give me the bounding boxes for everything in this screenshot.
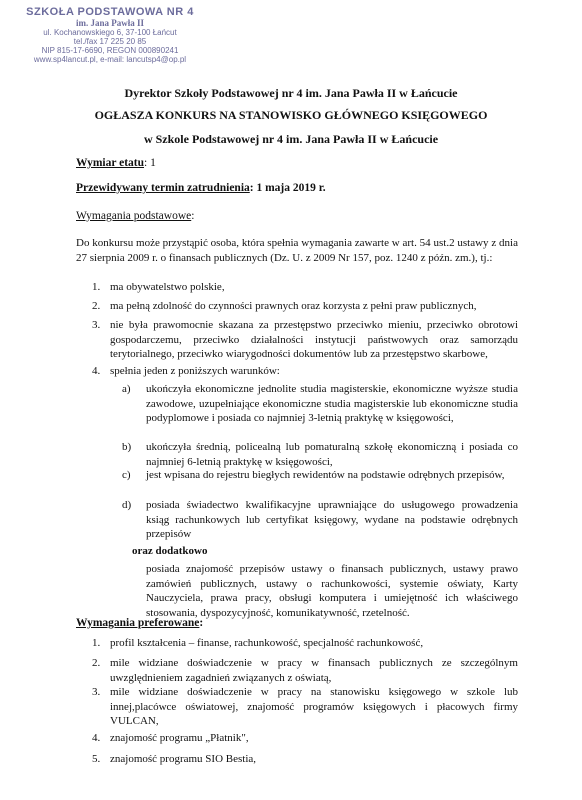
extra-heading: oraz dodatkowo xyxy=(132,545,208,557)
preferred-item-number: 4. xyxy=(92,732,101,744)
preferred-item-number: 1. xyxy=(92,637,101,649)
subitem: ukończyła średnią, policealną lub pomaturalną szkołę ekonomiczną i posiada co najmniej 6-letnią praktykę w księgowości, xyxy=(146,441,518,468)
subitem-letter: c) xyxy=(122,469,131,481)
preferred-heading-line xyxy=(76,616,203,630)
termin-label: Przewidywany termin zatrudnienia xyxy=(76,182,250,194)
subitem: jest wpisana do rejestru biegłych rewidentów na podstawie odrębnych przepisów, xyxy=(146,469,505,481)
termin-line xyxy=(76,181,326,195)
stamp-school-name: SZKOŁA PODSTAWOWA NR 4 xyxy=(26,6,194,18)
basic-heading-colon: : xyxy=(191,210,195,222)
basic-item: nie była prawomocnie skazana za przestępstwo przeciwko mieniu, przeciwko obrotowi gospodarczemu, przeciwko działalności instytucji państwowych oraz samorządu terytorialnego, przeciwko wiarygodności dokumentów lub za przestępstwo skarbowe, xyxy=(110,319,518,360)
stamp-address: ul. Kochanowskiego 6, 37-100 Łańcut xyxy=(43,28,177,37)
basic-heading-line xyxy=(76,209,194,223)
subitem: posiada świadectwo kwalifikacyjne uprawniające do usługowego prowadzenia ksiąg rachunkowych lub certyfikat księgowy, wydane na podstawie odrębnych przepisów xyxy=(146,499,518,540)
stamp-ids: NIP 815-17-6690, REGON 000890241 xyxy=(41,46,179,55)
basic-item: ma pełną zdolność do czynności prawnych oraz korzysta z pełni praw publicznych, xyxy=(110,300,477,312)
header-announcement: OGŁASZA KONKURS NA STANOWISKO GŁÓWNEGO KSIĘGOWEGO xyxy=(94,108,488,122)
basic-item-number: 2. xyxy=(92,300,101,312)
etat-label: Wymiar etatu xyxy=(76,157,145,169)
basic-heading: Wymagania podstawowe xyxy=(76,210,192,222)
basic-intro: Do konkursu może przystąpić osoba, która spełnia wymagania zawarte w art. 54 ust.2 ustawy z dnia 27 sierpnia 2009 r. o finansach publicznych (Dz. U. z 2009 Nr 157, poz. 1240 z późn. zm.), tj.: xyxy=(76,237,518,264)
basic-item-number: 1. xyxy=(92,281,101,293)
preferred-heading: Wymagania preferowane xyxy=(76,617,200,629)
preferred-item: znajomość programu „Płatnik", xyxy=(110,732,249,744)
basic-item: spełnia jeden z poniższych warunków: xyxy=(110,365,280,377)
basic-item-number: 4. xyxy=(92,365,101,377)
preferred-item: mile widziane doświadczenie w pracy w finansach publicznych ze szczególnym uwzględnieniem zagadnień związanych z oświatą, xyxy=(110,657,518,684)
header-director: Dyrektor Szkoły Podstawowej nr 4 im. Jana Pawła II w Łańcucie xyxy=(124,86,458,100)
basic-item: ma obywatelstwo polskie, xyxy=(110,281,225,293)
header-school: w Szkole Podstawowej nr 4 im. Jana Pawła II w Łańcucie xyxy=(143,132,439,146)
preferred-item-number: 3. xyxy=(92,686,101,698)
preferred-item-number: 2. xyxy=(92,657,101,669)
preferred-item: profil kształcenia – finanse, rachunkowość, specjalność rachunkowość, xyxy=(110,637,424,649)
subitem-letter: d) xyxy=(122,499,132,511)
stamp-web: www.sp4lancut.pl, e-mail: lancutsp4@op.pl xyxy=(33,55,187,64)
subitem-letter: a) xyxy=(122,383,131,395)
etat-value: : 1 xyxy=(144,157,156,169)
preferred-item-number: 5. xyxy=(92,753,101,765)
school-stamp xyxy=(18,6,202,64)
preferred-item: mile widziane doświadczenie w pracy na stanowisku księgowego w szkole lub innej,placówce oświatowej, znajomość programów księgowych i płacowych firmy VULCAN, xyxy=(110,686,518,727)
subitem: ukończyła ekonomiczne jednolite studia magisterskie, ekonomiczne wyższe studia zawodowe, uzupełniające ekonomiczne studia magisterskie lub ekonomiczne studia podyplomowe i posiada co najmniej 3-letnią praktykę w księgowości, xyxy=(146,383,518,424)
stamp-patron: im. Jana Pawła II xyxy=(75,18,144,28)
preferred-item: znajomość programu SIO Bestia, xyxy=(110,753,257,765)
subitem-letter: b) xyxy=(122,441,132,453)
basic-item-number: 3. xyxy=(92,319,101,331)
termin-value: : 1 maja 2019 r. xyxy=(249,182,326,194)
preferred-heading-colon: : xyxy=(199,617,204,629)
stamp-phone: tel./fax 17 225 20 85 xyxy=(73,37,147,46)
extra-requirements: posiada znajomość przepisów ustawy o finansach publicznych, ustawy prawo zamówień publicznych, ustawy o rachunkowości, systemie oświaty, Karty Nauczyciela, prawa pracy, obsługi komputera i umiejętność ich właściwego stosowania, dyspozycyjność, komunikatywność, rzetelność. xyxy=(146,563,518,619)
etat-line xyxy=(76,156,156,170)
